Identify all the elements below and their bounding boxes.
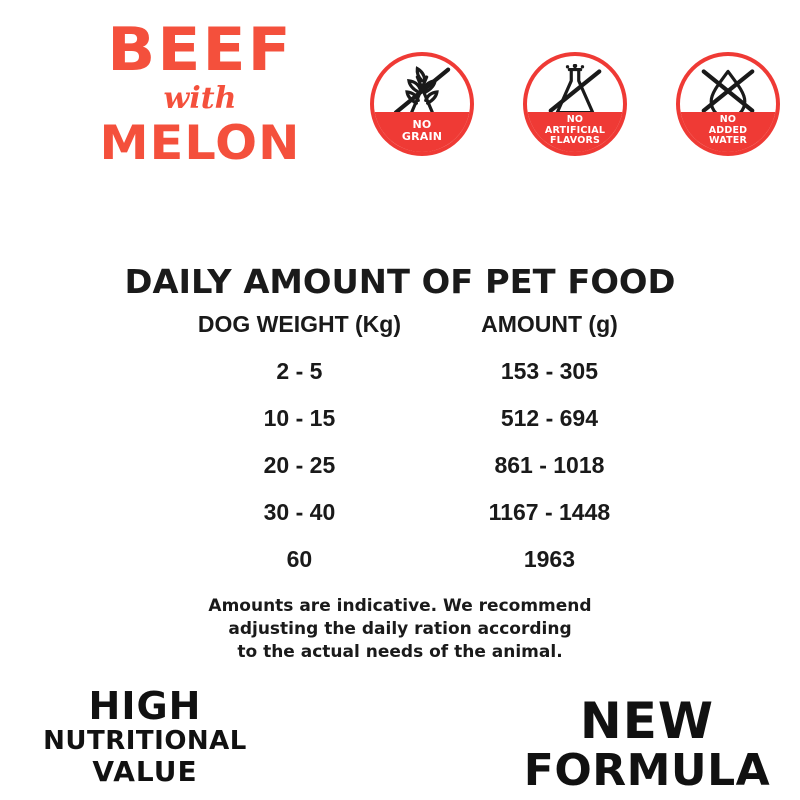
claim-new-formula: [512, 692, 782, 796]
cell-dog-weight: 60: [286, 546, 313, 572]
badge-text-line3: WATER: [709, 135, 747, 147]
claim-badge-group: [370, 52, 780, 156]
feeding-guide-title: DAILY AMOUNT OF PET FOOD: [124, 262, 676, 301]
claim-high-nutritional-value: [20, 684, 270, 789]
cell-amount: 153 - 305: [500, 358, 599, 384]
feeding-note: [0, 595, 800, 664]
badge-text-line3: FLAVORS: [549, 135, 601, 147]
badge-text-line2: ADDED: [708, 124, 748, 136]
feeding-note-line: Amounts are indicative. We recommend: [208, 596, 592, 616]
claim-left-line2: NUTRITIONAL: [43, 726, 247, 757]
badge-no-artificial-flavors: [523, 52, 627, 156]
table-header-row: [150, 309, 650, 348]
badge-no-grain: [370, 52, 474, 156]
column-header-dog-weight: DOG WEIGHT (Kg): [197, 311, 401, 337]
table-row: [150, 395, 650, 442]
cell-dog-weight: 20 - 25: [263, 452, 336, 478]
feeding-note-line: adjusting the daily ration according: [228, 618, 572, 639]
feeding-table: [150, 309, 650, 583]
claim-right-line2: FORMULA: [523, 744, 771, 796]
badge-text-line1: NO: [412, 117, 432, 131]
brand-line-beef: BEEF: [107, 15, 293, 85]
badge-text-line2: ARTIFICIAL: [544, 124, 606, 136]
cell-dog-weight: 2 - 5: [276, 358, 323, 384]
feeding-guide: [0, 262, 800, 664]
cell-dog-weight: 30 - 40: [263, 499, 336, 525]
badge-disc: [523, 52, 627, 156]
cell-amount: 512 - 694: [500, 405, 599, 431]
cell-amount: 861 - 1018: [494, 452, 605, 478]
cell-dog-weight: 10 - 15: [263, 405, 336, 431]
badge-disc: [370, 52, 474, 156]
badge-disc: [676, 52, 780, 156]
badge-no-added-water: [676, 52, 780, 156]
table-row: [150, 348, 650, 395]
brand-line-with: with: [163, 81, 237, 116]
feeding-note-line: to the actual needs of the animal.: [237, 641, 563, 662]
table-row: [150, 442, 650, 489]
badge-text-line2: GRAIN: [401, 130, 443, 143]
badge-ribbon: [374, 112, 470, 152]
brand-line-melon: MELON: [99, 115, 301, 171]
cell-amount: 1963: [523, 546, 576, 572]
badge-ribbon: [680, 112, 776, 152]
product-brand-block: [70, 15, 330, 171]
cell-amount: 1167 - 1448: [488, 499, 611, 525]
claim-left-line1: HIGH: [88, 684, 202, 729]
badge-text-line1: NO: [719, 114, 737, 126]
badge-ribbon: [527, 112, 623, 152]
table-row: [150, 489, 650, 536]
badge-text-line1: NO: [566, 114, 584, 126]
table-row: [150, 536, 650, 583]
claim-left-line3: VALUE: [92, 755, 198, 789]
claim-right-line1: NEW: [579, 692, 715, 751]
column-header-amount: AMOUNT (g): [481, 311, 618, 337]
